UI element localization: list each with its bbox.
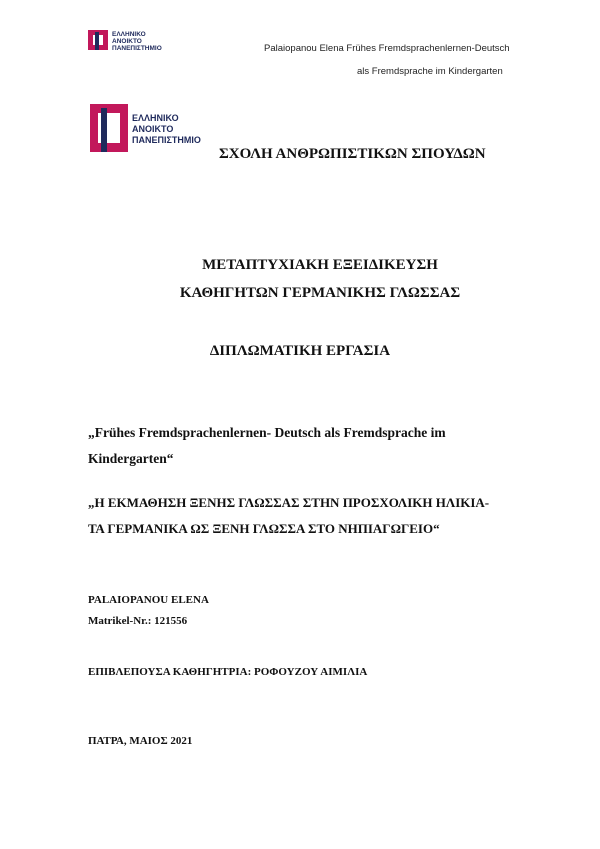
thesis-title-german-line-2: Kindergarten“ [88, 451, 174, 466]
university-logo-small [88, 28, 208, 54]
running-header-line-1: Palaiopanou Elena Frühes Fremdsprachenlernen-Deutsch [264, 43, 510, 54]
document-type: ΔΙΠΛΩΜΑΤΙΚΗ ΕΡΓΑΣΙΑ [209, 343, 391, 359]
thesis-title-greek [88, 490, 538, 542]
logo-line-1: ΕΛΛΗΝΙΚΟ [132, 113, 179, 123]
logo-line-2: ΑΝΟΙΚΤΟ [132, 124, 174, 134]
program-line-2: ΚΑΘΗΓΗΤΩΝ ΓΕΡΜΑΝΙΚΗΣ ΓΛΩΣΣΑΣ [179, 285, 461, 301]
running-header-line-2: als Fremdsprache im Kindergarten [357, 66, 503, 77]
matrikel-number: Matrikel-Nr.: 121556 [88, 615, 188, 627]
place-date: ΠΑΤΡΑ, ΜΑΙΟΣ 2021 [88, 735, 193, 747]
thesis-title-german-line-1: „Frühes Fremdsprachenlernen- Deutsch als Fremdsprache im [88, 425, 446, 440]
supervisor: ΕΠΙΒΛΕΠΟΥΣΑ ΚΑΘΗΓΗΤΡΙΑ: ΡΟΦΟΥΖΟΥ ΑΙΜΙΛΙΑ [88, 666, 368, 678]
logo-small-line-3: ΠΑΝΕΠΙΣΤΗΜΙΟ [112, 45, 162, 52]
author-name: PALAIOPANOU ELENA [88, 594, 209, 606]
university-logo [90, 104, 215, 152]
program-line-1: ΜΕΤΑΠΤΥΧΙΑΚΗ ΕΞΕΙΔΙΚΕΥΣΗ [202, 257, 438, 273]
logo-small-line-2: ΑΝΟΙΚΤΟ [112, 38, 142, 45]
thesis-title-greek-line-2: ΤΑ ΓΕΡΜΑΝΙΚΑ ΩΣ ΞΕΝΗ ΓΛΩΣΣΑ ΣΤΟ ΝΗΠΙΑΓΩΓΕΙΟ“ [88, 521, 440, 536]
school-name: ΣΧΟΛΗ ΑΝΘΡΩΠΙΣΤΙΚΩΝ ΣΠΟΥΔΩΝ [219, 146, 486, 162]
thesis-title-greek-line-1: „Η ΕΚΜΑΘΗΣΗ ΞΕΝΗΣ ΓΛΩΣΣΑΣ ΣΤΗΝ ΠΡΟΣΧΟΛΙΚΗ ΗΛΙΚΙΑ- [88, 495, 490, 510]
logo-small-line-1: ΕΛΛΗΝΙΚΟ [112, 31, 146, 38]
logo-line-3: ΠΑΝΕΠΙΣΤΗΜΙΟ [132, 135, 201, 145]
thesis-title-german [88, 420, 538, 472]
